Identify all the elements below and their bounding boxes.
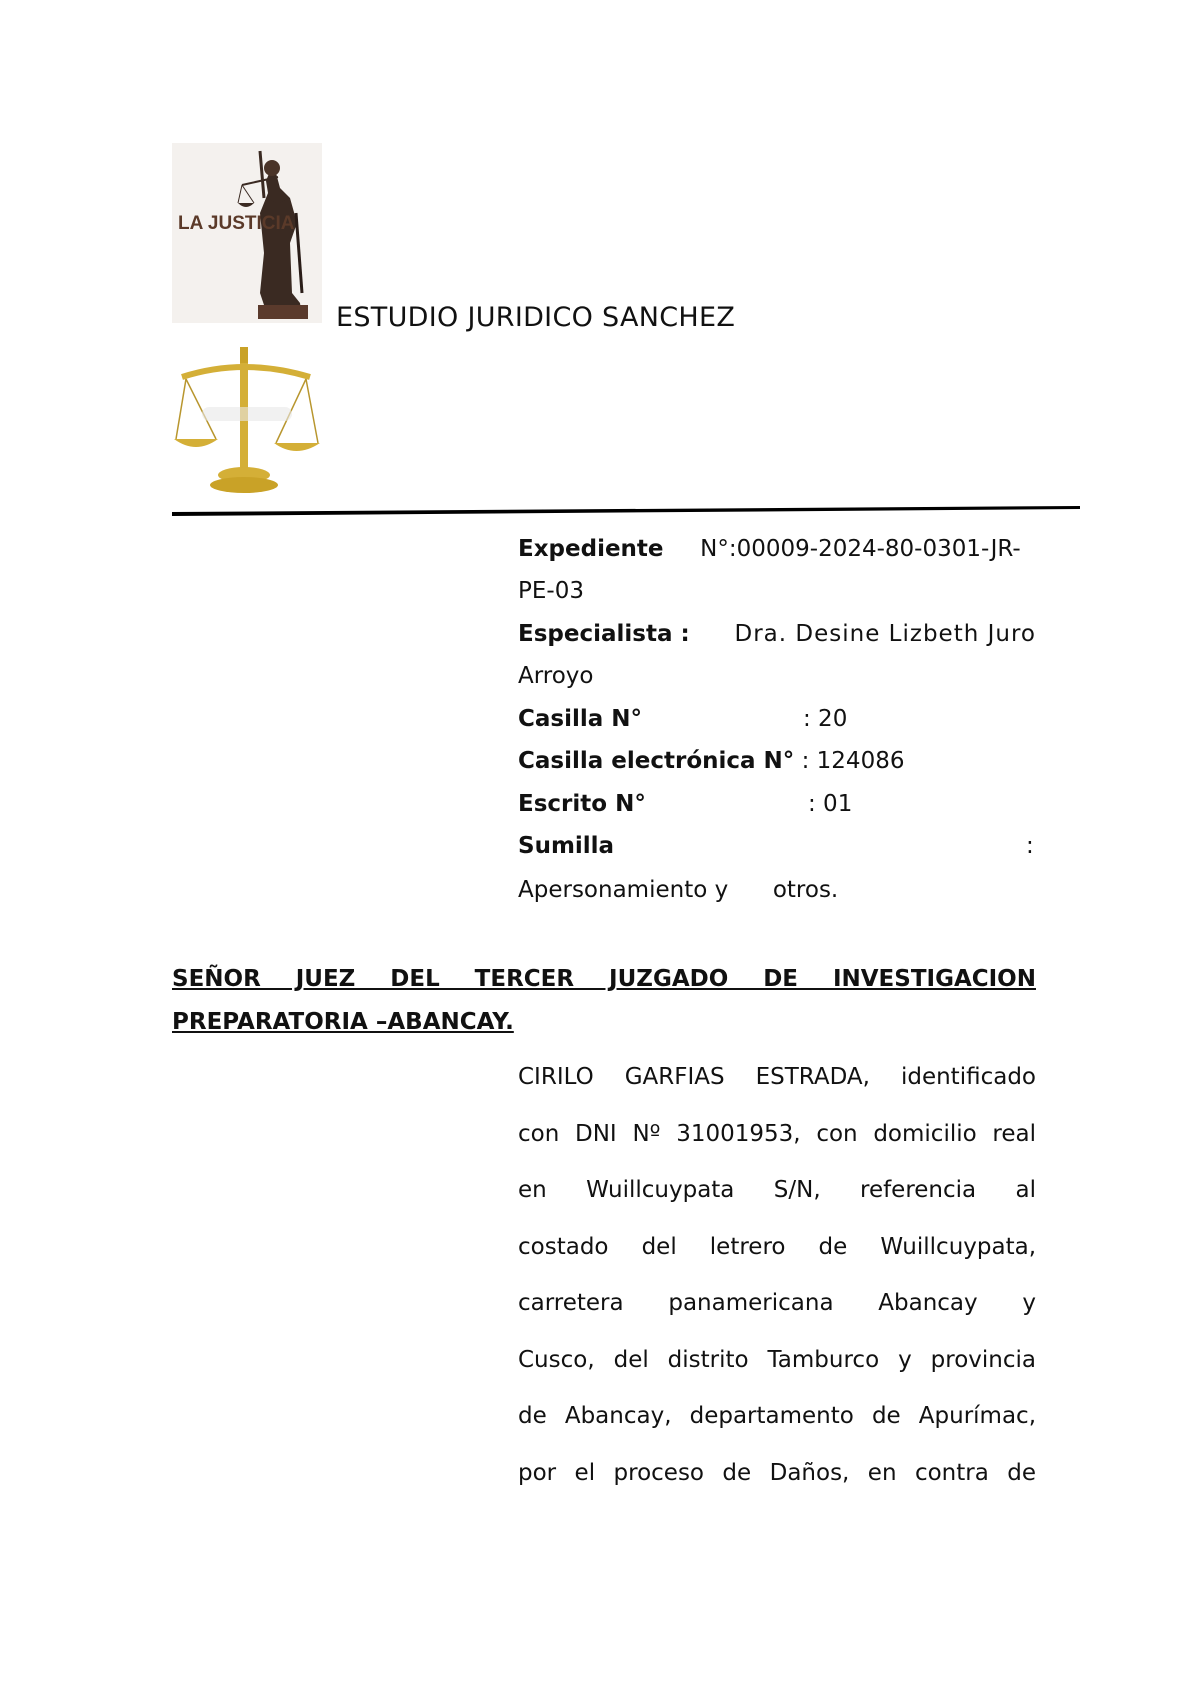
expediente-label: Expediente [518, 536, 664, 562]
lady-justice-logo [172, 143, 322, 323]
casilla-row [518, 706, 642, 732]
casilla-electronica-label: Casilla electrónica N° [518, 748, 795, 774]
escrito-row [518, 791, 646, 817]
body-line: por el proceso de Daños, en contra de [518, 1460, 1036, 1486]
expediente-value-cont: PE-03 [518, 578, 584, 604]
body-line: de Abancay, departamento de Apurímac, [518, 1403, 1036, 1429]
especialista-value: Dra. Desine Lizbeth Juro [734, 621, 1036, 647]
body-line: en Wuillcuypata S/N, referencia al [518, 1177, 1036, 1203]
sumilla-value-part1: Apersonamiento y [518, 877, 729, 903]
especialista-label: Especialista : [518, 621, 690, 647]
addressee-line-1: SEÑOR JUEZ DEL TERCER JUZGADO DE INVESTIGACION [172, 966, 1036, 992]
expediente-value: N°:00009-2024-80-0301-JR- [700, 536, 1021, 562]
header-divider [172, 505, 1080, 517]
body-line: Cusco, del distrito Tamburco y provincia [518, 1347, 1036, 1373]
golden-scales-logo [172, 337, 326, 501]
sumilla-row [518, 833, 614, 859]
logo-text: LA JUSTICIA [178, 213, 295, 234]
expediente-row [518, 536, 1021, 562]
firm-name: ESTUDIO JURIDICO SANCHEZ [336, 302, 736, 333]
casilla-electronica-value: : 124086 [801, 748, 905, 774]
sumilla-label: Sumilla [518, 833, 615, 859]
body-line: CIRILO GARFIAS ESTRADA, identificado [518, 1064, 1036, 1090]
sumilla-colon: : [1026, 833, 1034, 859]
body-line: costado del letrero de Wuillcuypata, [518, 1234, 1036, 1260]
sumilla-value [518, 877, 838, 903]
sumilla-value-part2: otros. [772, 877, 839, 903]
escrito-value: : 01 [808, 791, 853, 817]
addressee-line-2: PREPARATORIA –ABANCAY. [172, 1009, 514, 1035]
casilla-value: : 20 [803, 706, 848, 732]
addressee-heading [172, 958, 1036, 1044]
body-line: carretera panamericana Abancay y [518, 1290, 1036, 1316]
casilla-label: Casilla N° [518, 706, 643, 732]
especialista-value-cont: Arroyo [518, 663, 594, 689]
escrito-label: Escrito N° [518, 791, 646, 817]
body-line: con DNI Nº 31001953, con domicilio real [518, 1121, 1036, 1147]
casilla-electronica-row [518, 748, 904, 774]
especialista-row [518, 621, 1036, 647]
